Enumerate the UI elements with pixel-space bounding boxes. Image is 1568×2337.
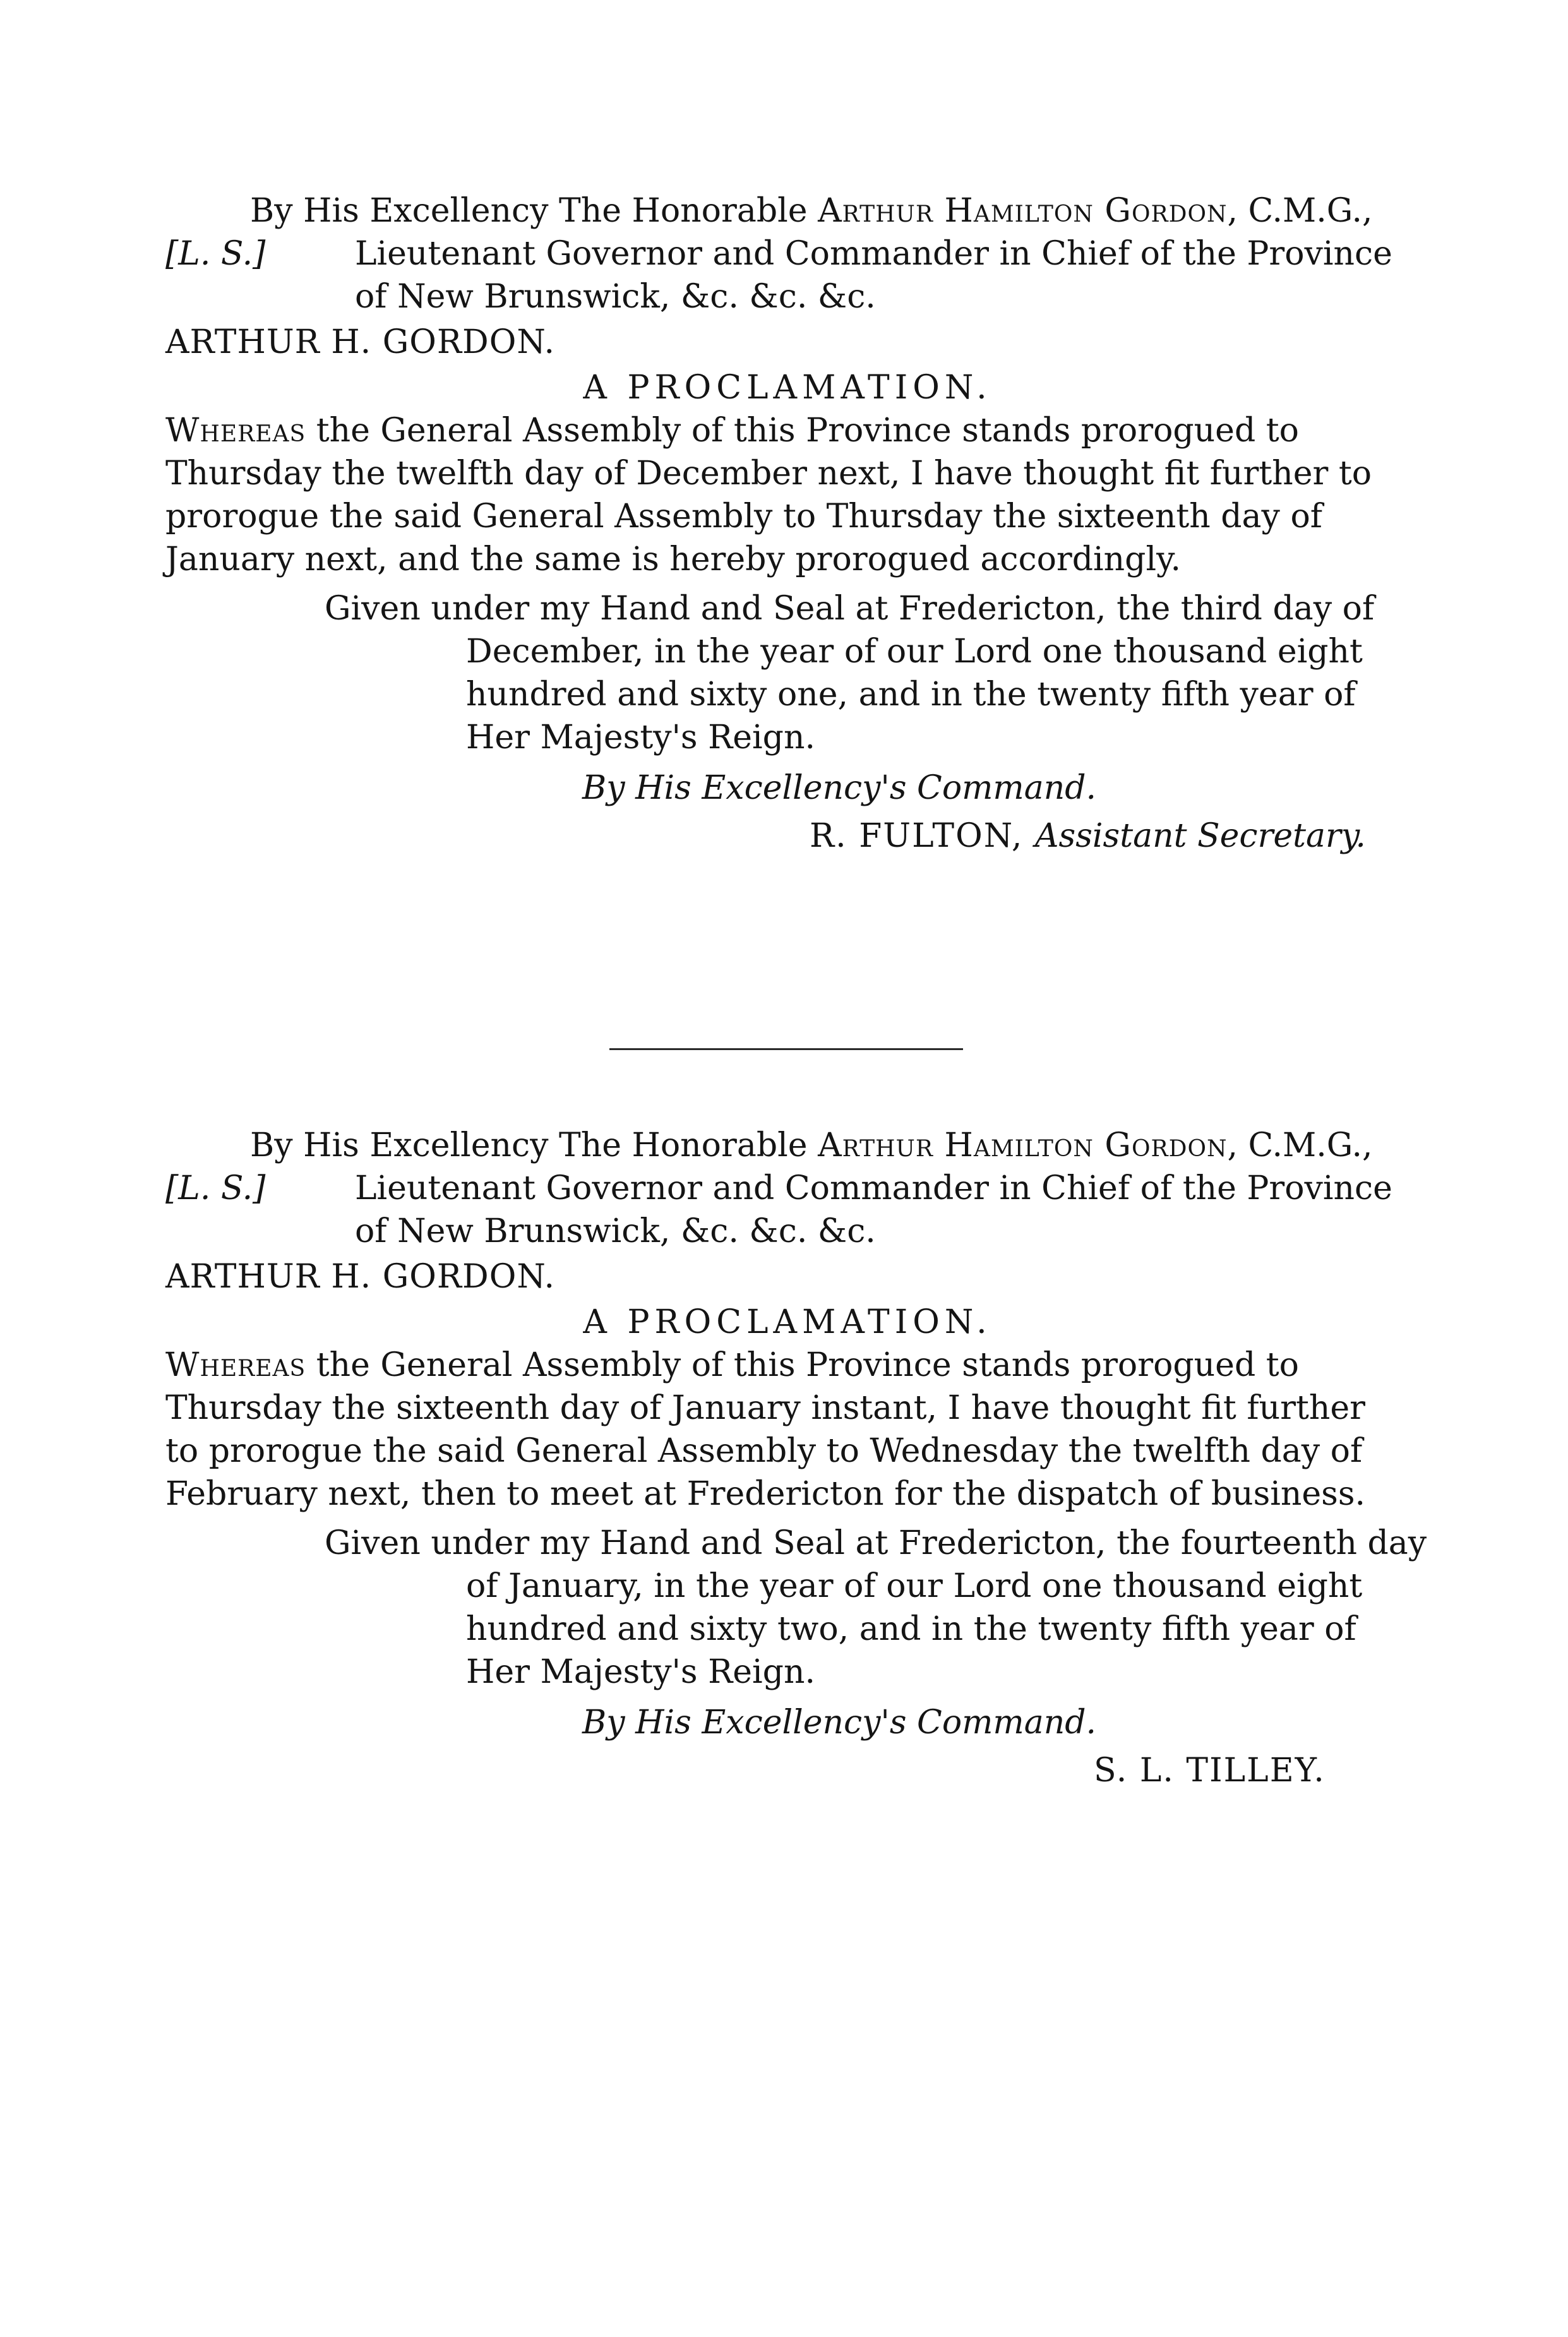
given-line: Given under my Hand and Seal at Fredericton, the fourteenth day xyxy=(325,1524,1427,1562)
governor-suffix: , C.M.G., xyxy=(1227,1127,1373,1164)
governor-prefix: By His Excellency The Honorable xyxy=(250,192,818,230)
proclamation-heading: A PROCLAMATION. xyxy=(583,369,992,407)
governor-title: Lieutenant Governor and Commander in Chief of the Province xyxy=(355,1169,1392,1207)
proclamation-2 xyxy=(165,1124,1427,1792)
governor-style: of New Brunswick, &c. &c. &c. xyxy=(355,1212,876,1250)
body-line: Thursday the sixteenth day of January instant, I have thought fit further xyxy=(165,1389,1365,1427)
given-line: hundred and sixty one, and in the twenty fifth year of xyxy=(466,676,1356,714)
seal-mark: [L. S.] xyxy=(165,235,266,273)
governor-line xyxy=(165,1124,1409,1167)
body-line: to prorogue the said General Assembly to Wednesday the twelfth day of xyxy=(165,1432,1363,1470)
proclamation-body xyxy=(165,1344,1409,1515)
secretary-signature xyxy=(165,1749,1409,1792)
given-clause xyxy=(165,587,1409,759)
governor-signature: ARTHUR H. GORDON. xyxy=(165,323,556,361)
seal-mark: [L. S.] xyxy=(165,1169,266,1207)
command-line: By His Excellency's Command. xyxy=(582,1704,1097,1742)
given-line: Her Majesty's Reign. xyxy=(466,719,815,756)
governor-prefix: By His Excellency The Honorable xyxy=(250,1127,818,1164)
signer-name: S. L. TILLEY. xyxy=(1094,1752,1326,1790)
body-line: January next, and the same is hereby prorogued accordingly. xyxy=(165,541,1182,578)
body-line: Whereas the General Assembly of this Province stands prorogued to xyxy=(165,1346,1299,1384)
whereas-word: Whereas xyxy=(165,412,306,450)
section-divider xyxy=(609,1048,963,1050)
body-line: February next, then to meet at Fredericton for the dispatch of business. xyxy=(165,1475,1366,1513)
proclamation-heading: A PROCLAMATION. xyxy=(583,1303,992,1341)
body-line: Thursday the twelfth day of December next, I have thought fit further to xyxy=(165,455,1372,493)
title-row xyxy=(165,232,1409,275)
signer-role: Assistant Secretary. xyxy=(1034,817,1366,855)
given-line: December, in the year of our Lord one thousand eight xyxy=(466,633,1363,671)
governor-suffix: , C.M.G., xyxy=(1227,192,1373,230)
body-line: prorogue the said General Assembly to Thursday the sixteenth day of xyxy=(165,498,1323,535)
governor-name: Arthur Hamilton Gordon xyxy=(818,1127,1228,1164)
proclamation-1 xyxy=(165,189,1409,858)
body-line: Whereas the General Assembly of this Province stands prorogued to xyxy=(165,412,1299,450)
given-clause xyxy=(165,1522,1427,1694)
given-line: of January, in the year of our Lord one thousand eight xyxy=(466,1567,1363,1605)
given-line: hundred and sixty two, and in the twenty fifth year of xyxy=(466,1610,1356,1648)
governor-line xyxy=(165,189,1409,232)
given-line: Given under my Hand and Seal at Fredericton, the third day of xyxy=(325,590,1375,628)
signer-name: R. FULTON, xyxy=(810,817,1035,855)
governor-style: of New Brunswick, &c. &c. &c. xyxy=(355,278,876,316)
whereas-word: Whereas xyxy=(165,1346,306,1384)
proclamation-body xyxy=(165,409,1409,581)
given-line: Her Majesty's Reign. xyxy=(466,1653,815,1691)
governor-signature: ARTHUR H. GORDON. xyxy=(165,1258,556,1296)
command-line: By His Excellency's Command. xyxy=(582,769,1097,807)
governor-name: Arthur Hamilton Gordon xyxy=(818,192,1228,230)
secretary-signature xyxy=(165,815,1409,858)
title-row xyxy=(165,1167,1409,1210)
governor-title: Lieutenant Governor and Commander in Chief of the Province xyxy=(355,235,1392,273)
